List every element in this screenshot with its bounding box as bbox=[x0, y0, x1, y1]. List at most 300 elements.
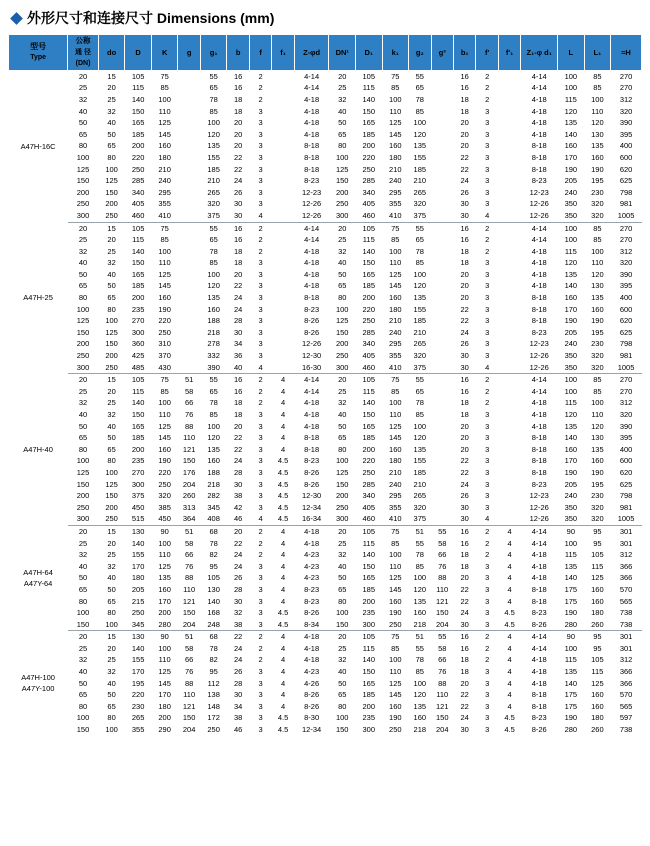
table-cell: 105 bbox=[356, 525, 383, 537]
col-header-do: do bbox=[98, 35, 125, 71]
table-cell: 18 bbox=[453, 106, 475, 118]
table-cell: 24 bbox=[227, 304, 249, 316]
table-cell: 22 bbox=[453, 304, 475, 316]
table-cell: 95 bbox=[200, 666, 227, 678]
table-cell bbox=[498, 397, 520, 409]
table-row bbox=[9, 596, 642, 608]
table-cell bbox=[498, 315, 520, 327]
table-cell: 155 bbox=[125, 654, 152, 666]
table-cell: 18 bbox=[227, 397, 249, 409]
table-cell: 180 bbox=[125, 572, 152, 584]
table-cell: 4-14 bbox=[294, 386, 329, 398]
table-cell: 105 bbox=[584, 654, 611, 666]
table-cell: 15 bbox=[98, 70, 125, 82]
table-cell: 160 bbox=[584, 701, 611, 713]
table-cell: 12-26 bbox=[294, 338, 329, 350]
table-cell: 3 bbox=[476, 292, 498, 304]
table-cell: 100 bbox=[329, 152, 356, 164]
table-cell: 75 bbox=[382, 374, 409, 386]
table-cell bbox=[498, 292, 520, 304]
table-cell: 4 bbox=[476, 210, 498, 222]
table-cell: 3 bbox=[476, 678, 498, 690]
table-cell: 240 bbox=[558, 490, 585, 502]
table-cell: 265 bbox=[200, 187, 227, 199]
table-cell: 105 bbox=[356, 70, 383, 82]
table-cell: 204 bbox=[178, 724, 200, 736]
table-cell: 4 bbox=[249, 362, 271, 374]
table-cell: 2 bbox=[249, 246, 271, 258]
table-cell: 80 bbox=[68, 701, 99, 713]
table-cell: 218 bbox=[200, 327, 227, 339]
table-cell: 270 bbox=[125, 315, 152, 327]
table-cell: 32 bbox=[329, 94, 356, 106]
table-cell bbox=[272, 106, 294, 118]
table-cell: 85 bbox=[409, 561, 431, 573]
table-cell: 135 bbox=[584, 140, 611, 152]
table-cell: 218 bbox=[200, 479, 227, 491]
table-cell: 95 bbox=[584, 538, 611, 550]
table-cell: 210 bbox=[200, 175, 227, 187]
table-cell bbox=[431, 455, 453, 467]
table-cell bbox=[431, 338, 453, 350]
table-cell: 185 bbox=[409, 467, 431, 479]
table-cell: 3 bbox=[249, 327, 271, 339]
table-cell: 160 bbox=[382, 701, 409, 713]
table-row bbox=[9, 643, 642, 655]
col-header-f3: f'₁ bbox=[498, 35, 520, 71]
table-cell: 32 bbox=[98, 409, 125, 421]
col-header-L1: L₁ bbox=[584, 35, 611, 71]
table-row bbox=[9, 210, 642, 222]
col-header-DN1: DN¹ bbox=[329, 35, 356, 71]
table-cell: 110 bbox=[382, 257, 409, 269]
table-cell: 120 bbox=[584, 421, 611, 433]
table-cell: 145 bbox=[382, 129, 409, 141]
table-cell: 3 bbox=[476, 619, 498, 631]
table-cell bbox=[272, 175, 294, 187]
table-cell: 200 bbox=[98, 502, 125, 514]
table-cell: 300 bbox=[68, 210, 99, 222]
table-cell bbox=[431, 234, 453, 246]
table-cell: 366 bbox=[611, 678, 642, 690]
table-row bbox=[9, 304, 642, 316]
table-cell: 4 bbox=[272, 643, 294, 655]
table-cell: 8-26 bbox=[294, 315, 329, 327]
table-cell: 76 bbox=[178, 561, 200, 573]
table-cell: 190 bbox=[558, 467, 585, 479]
table-cell: 3 bbox=[476, 175, 498, 187]
table-cell: 295 bbox=[382, 187, 409, 199]
table-cell: 76 bbox=[431, 561, 453, 573]
table-cell: 16 bbox=[453, 538, 475, 550]
table-cell bbox=[272, 198, 294, 210]
table-cell: 90 bbox=[558, 631, 585, 643]
table-cell: 121 bbox=[178, 444, 200, 456]
table-cell: 150 bbox=[178, 712, 200, 724]
table-cell: 115 bbox=[356, 82, 383, 94]
table-cell: 115 bbox=[356, 538, 383, 550]
table-cell: 100 bbox=[200, 117, 227, 129]
table-cell: 4.5 bbox=[272, 502, 294, 514]
table-cell: 3 bbox=[476, 712, 498, 724]
table-row bbox=[9, 234, 642, 246]
table-cell: 20 bbox=[453, 117, 475, 129]
table-cell: 195 bbox=[584, 327, 611, 339]
table-cell: 3 bbox=[249, 479, 271, 491]
table-cell: 300 bbox=[68, 513, 99, 525]
col-header-g3: g³ bbox=[431, 35, 453, 71]
table-cell: 270 bbox=[611, 82, 642, 94]
table-cell: 28 bbox=[227, 584, 249, 596]
table-cell: 22 bbox=[453, 701, 475, 713]
table-cell: 160 bbox=[382, 140, 409, 152]
table-cell: 270 bbox=[125, 467, 152, 479]
table-cell: 135 bbox=[558, 561, 585, 573]
table-cell: 240 bbox=[151, 175, 178, 187]
table-cell: 50 bbox=[68, 678, 99, 690]
table-cell: 3 bbox=[249, 175, 271, 187]
table-cell: 250 bbox=[200, 724, 227, 736]
table-cell: 3 bbox=[476, 689, 498, 701]
table-cell: 25 bbox=[329, 643, 356, 655]
table-cell: 350 bbox=[558, 210, 585, 222]
table-cell: 100 bbox=[151, 643, 178, 655]
col-header-K: K bbox=[151, 35, 178, 71]
table-cell: 78 bbox=[409, 654, 431, 666]
table-cell: 50 bbox=[68, 572, 99, 584]
table-cell: 65 bbox=[98, 596, 125, 608]
table-cell: 125 bbox=[68, 164, 99, 176]
table-cell: 265 bbox=[409, 187, 431, 199]
table-cell: 20 bbox=[453, 444, 475, 456]
table-cell bbox=[498, 338, 520, 350]
table-cell: 200 bbox=[125, 444, 152, 456]
table-cell: 65 bbox=[98, 292, 125, 304]
table-cell: 350 bbox=[558, 362, 585, 374]
table-cell: 46 bbox=[227, 724, 249, 736]
table-cell: 75 bbox=[151, 222, 178, 234]
table-cell: 100 bbox=[151, 538, 178, 550]
table-cell: 100 bbox=[584, 94, 611, 106]
table-cell: 4.5 bbox=[498, 607, 520, 619]
table-cell: 320 bbox=[409, 350, 431, 362]
table-cell: 24 bbox=[227, 549, 249, 561]
table-cell: 3 bbox=[476, 140, 498, 152]
table-cell bbox=[178, 304, 200, 316]
table-cell: 30 bbox=[453, 619, 475, 631]
table-cell: 210 bbox=[409, 175, 431, 187]
table-cell: 460 bbox=[356, 362, 383, 374]
table-cell: 16-34 bbox=[294, 513, 329, 525]
table-cell: 125 bbox=[382, 421, 409, 433]
table-cell: 20 bbox=[227, 117, 249, 129]
table-cell: 115 bbox=[584, 666, 611, 678]
table-cell: 135 bbox=[200, 444, 227, 456]
table-cell: 80 bbox=[329, 701, 356, 713]
table-cell: 100 bbox=[558, 538, 585, 550]
table-cell: 140 bbox=[356, 94, 383, 106]
table-cell: 130 bbox=[584, 129, 611, 141]
col-header-type: 型号 Type bbox=[9, 35, 68, 71]
table-cell: 230 bbox=[125, 701, 152, 713]
table-cell: 3 bbox=[476, 409, 498, 421]
table-cell: 100 bbox=[329, 712, 356, 724]
table-cell: 50 bbox=[98, 432, 125, 444]
table-cell: 100 bbox=[409, 269, 431, 281]
table-cell: 260 bbox=[584, 619, 611, 631]
table-cell: 100 bbox=[409, 678, 431, 690]
table-cell: 40 bbox=[98, 269, 125, 281]
table-cell: 100 bbox=[151, 246, 178, 258]
table-cell: 22 bbox=[227, 164, 249, 176]
table-cell: 364 bbox=[178, 513, 200, 525]
table-cell: 38 bbox=[227, 619, 249, 631]
table-cell: 24 bbox=[453, 712, 475, 724]
table-cell bbox=[431, 198, 453, 210]
table-cell bbox=[178, 362, 200, 374]
table-cell: 80 bbox=[68, 596, 99, 608]
table-cell: 4 bbox=[498, 631, 520, 643]
table-cell: 8-18 bbox=[294, 444, 329, 456]
table-cell bbox=[431, 315, 453, 327]
table-cell: 100 bbox=[382, 94, 409, 106]
table-cell: 22 bbox=[227, 432, 249, 444]
table-cell bbox=[272, 246, 294, 258]
table-cell bbox=[431, 117, 453, 129]
table-cell: 50 bbox=[329, 117, 356, 129]
table-cell bbox=[431, 222, 453, 234]
table-cell: 4 bbox=[272, 432, 294, 444]
table-cell: 110 bbox=[431, 689, 453, 701]
table-cell: 18 bbox=[227, 257, 249, 269]
table-cell: 28 bbox=[227, 315, 249, 327]
table-cell: 50 bbox=[98, 689, 125, 701]
table-cell: 170 bbox=[558, 304, 585, 316]
table-cell: 301 bbox=[611, 631, 642, 643]
table-cell: 80 bbox=[68, 292, 99, 304]
table-cell: 28 bbox=[227, 678, 249, 690]
table-cell: 135 bbox=[409, 701, 431, 713]
table-cell: 200 bbox=[356, 701, 383, 713]
table-cell: 30 bbox=[227, 596, 249, 608]
table-cell: 250 bbox=[125, 607, 152, 619]
table-cell: 981 bbox=[611, 502, 642, 514]
table-cell: 12-26 bbox=[521, 198, 558, 210]
table-cell bbox=[272, 82, 294, 94]
table-cell: 32 bbox=[98, 666, 125, 678]
table-cell: 8-18 bbox=[521, 701, 558, 713]
table-cell: 4-18 bbox=[521, 269, 558, 281]
table-cell: 8-18 bbox=[521, 432, 558, 444]
table-cell: 185 bbox=[125, 129, 152, 141]
table-cell: 20 bbox=[453, 421, 475, 433]
table-cell bbox=[431, 421, 453, 433]
table-cell: 30 bbox=[453, 362, 475, 374]
table-cell bbox=[431, 502, 453, 514]
table-cell: 190 bbox=[151, 455, 178, 467]
table-cell: 68 bbox=[200, 525, 227, 537]
table-row bbox=[9, 175, 642, 187]
table-cell: 320 bbox=[584, 502, 611, 514]
table-cell: 410 bbox=[382, 513, 409, 525]
table-cell: 100 bbox=[558, 234, 585, 246]
table-cell: 24 bbox=[227, 455, 249, 467]
table-cell: 25 bbox=[98, 94, 125, 106]
table-cell: 390 bbox=[200, 362, 227, 374]
table-cell: 3 bbox=[476, 164, 498, 176]
table-cell: 160 bbox=[200, 304, 227, 316]
table-cell: 4-23 bbox=[294, 666, 329, 678]
table-cell: 3 bbox=[476, 561, 498, 573]
table-cell: 200 bbox=[356, 140, 383, 152]
table-cell bbox=[272, 362, 294, 374]
table-cell: 65 bbox=[329, 432, 356, 444]
table-cell: 4-14 bbox=[521, 234, 558, 246]
table-cell: 12-30 bbox=[294, 350, 329, 362]
table-cell: 140 bbox=[125, 538, 152, 550]
table-cell: 55 bbox=[200, 70, 227, 82]
table-row bbox=[9, 549, 642, 561]
table-cell: 4-14 bbox=[521, 70, 558, 82]
table-row bbox=[9, 724, 642, 736]
table-cell: 20 bbox=[329, 70, 356, 82]
table-cell: 22 bbox=[453, 596, 475, 608]
table-cell: 204 bbox=[431, 724, 453, 736]
table-cell: 3 bbox=[476, 701, 498, 713]
table-cell: 115 bbox=[125, 386, 152, 398]
table-cell: 110 bbox=[382, 561, 409, 573]
table-cell: 16 bbox=[227, 386, 249, 398]
col-header-H: ≈H bbox=[611, 35, 642, 71]
table-row bbox=[9, 455, 642, 467]
table-cell bbox=[272, 129, 294, 141]
table-cell: 4 bbox=[272, 374, 294, 386]
table-cell bbox=[431, 175, 453, 187]
table-cell bbox=[498, 70, 520, 82]
table-cell: 115 bbox=[558, 654, 585, 666]
table-cell: 100 bbox=[200, 421, 227, 433]
table-cell: 25 bbox=[68, 643, 99, 655]
table-cell: 597 bbox=[611, 712, 642, 724]
table-cell: 110 bbox=[151, 654, 178, 666]
table-cell: 24 bbox=[453, 479, 475, 491]
table-cell: 4-18 bbox=[521, 421, 558, 433]
table-cell: 58 bbox=[431, 643, 453, 655]
table-cell bbox=[272, 350, 294, 362]
table-cell: 250 bbox=[382, 724, 409, 736]
table-cell: 105 bbox=[200, 572, 227, 584]
table-cell: 30 bbox=[453, 350, 475, 362]
table-cell: 405 bbox=[356, 198, 383, 210]
table-cell: 4.5 bbox=[272, 455, 294, 467]
table-cell: 135 bbox=[584, 444, 611, 456]
table-cell: 150 bbox=[98, 187, 125, 199]
table-cell: 4-18 bbox=[294, 654, 329, 666]
table-cell: 1005 bbox=[611, 513, 642, 525]
table-cell: 8-18 bbox=[521, 315, 558, 327]
table-cell: 3 bbox=[249, 140, 271, 152]
table-cell: 185 bbox=[356, 432, 383, 444]
table-cell: 2 bbox=[249, 374, 271, 386]
col-header-g2: g₂ bbox=[409, 35, 431, 71]
table-cell: 366 bbox=[611, 572, 642, 584]
table-cell: 125 bbox=[151, 269, 178, 281]
table-cell: 135 bbox=[151, 572, 178, 584]
table-cell: 40 bbox=[227, 362, 249, 374]
table-cell: 250 bbox=[329, 350, 356, 362]
table-cell: 4-18 bbox=[521, 397, 558, 409]
table-cell: 190 bbox=[558, 315, 585, 327]
table-cell: 135 bbox=[558, 666, 585, 678]
table-cell: 85 bbox=[200, 409, 227, 421]
table-cell: 140 bbox=[356, 246, 383, 258]
table-cell: 3 bbox=[249, 467, 271, 479]
table-cell: 120 bbox=[584, 117, 611, 129]
table-cell: 300 bbox=[356, 724, 383, 736]
table-cell: 375 bbox=[409, 210, 431, 222]
table-cell: 180 bbox=[151, 152, 178, 164]
table-cell: 285 bbox=[356, 175, 383, 187]
table-cell: 25 bbox=[329, 234, 356, 246]
table-cell: 1005 bbox=[611, 362, 642, 374]
table-cell: 145 bbox=[382, 689, 409, 701]
table-cell: 200 bbox=[151, 712, 178, 724]
table-cell: 320 bbox=[611, 409, 642, 421]
table-row bbox=[9, 152, 642, 164]
table-cell: 100 bbox=[409, 421, 431, 433]
table-cell: 320 bbox=[584, 210, 611, 222]
table-cell: 100 bbox=[98, 467, 125, 479]
table-cell: 85 bbox=[151, 386, 178, 398]
table-cell: 210 bbox=[409, 479, 431, 491]
table-cell bbox=[178, 82, 200, 94]
table-row bbox=[9, 117, 642, 129]
table-cell: 250 bbox=[151, 479, 178, 491]
table-cell: 8-18 bbox=[294, 432, 329, 444]
table-cell: 145 bbox=[151, 432, 178, 444]
table-cell bbox=[498, 106, 520, 118]
table-cell: 66 bbox=[431, 654, 453, 666]
table-cell: 405 bbox=[356, 350, 383, 362]
table-cell: 2 bbox=[249, 525, 271, 537]
table-cell: 8-26 bbox=[294, 467, 329, 479]
table-cell: 85 bbox=[584, 70, 611, 82]
table-cell: 4-18 bbox=[521, 572, 558, 584]
table-cell: 738 bbox=[611, 607, 642, 619]
table-cell: 185 bbox=[356, 280, 383, 292]
table-cell: 85 bbox=[584, 234, 611, 246]
table-cell bbox=[272, 315, 294, 327]
table-cell: 4 bbox=[272, 525, 294, 537]
table-cell: 3 bbox=[476, 502, 498, 514]
table-cell: 185 bbox=[409, 315, 431, 327]
table-cell: 2 bbox=[476, 222, 498, 234]
table-cell: 798 bbox=[611, 338, 642, 350]
table-cell: 50 bbox=[98, 280, 125, 292]
table-cell bbox=[498, 198, 520, 210]
table-cell: 320 bbox=[584, 513, 611, 525]
table-cell bbox=[498, 444, 520, 456]
table-cell: 20 bbox=[227, 421, 249, 433]
table-cell: 2 bbox=[249, 549, 271, 561]
table-cell: 8-18 bbox=[521, 164, 558, 176]
table-cell bbox=[498, 327, 520, 339]
table-row bbox=[9, 397, 642, 409]
table-row bbox=[9, 631, 642, 643]
table-cell: 12-26 bbox=[521, 502, 558, 514]
table-cell: 85 bbox=[200, 257, 227, 269]
table-cell: 355 bbox=[382, 198, 409, 210]
